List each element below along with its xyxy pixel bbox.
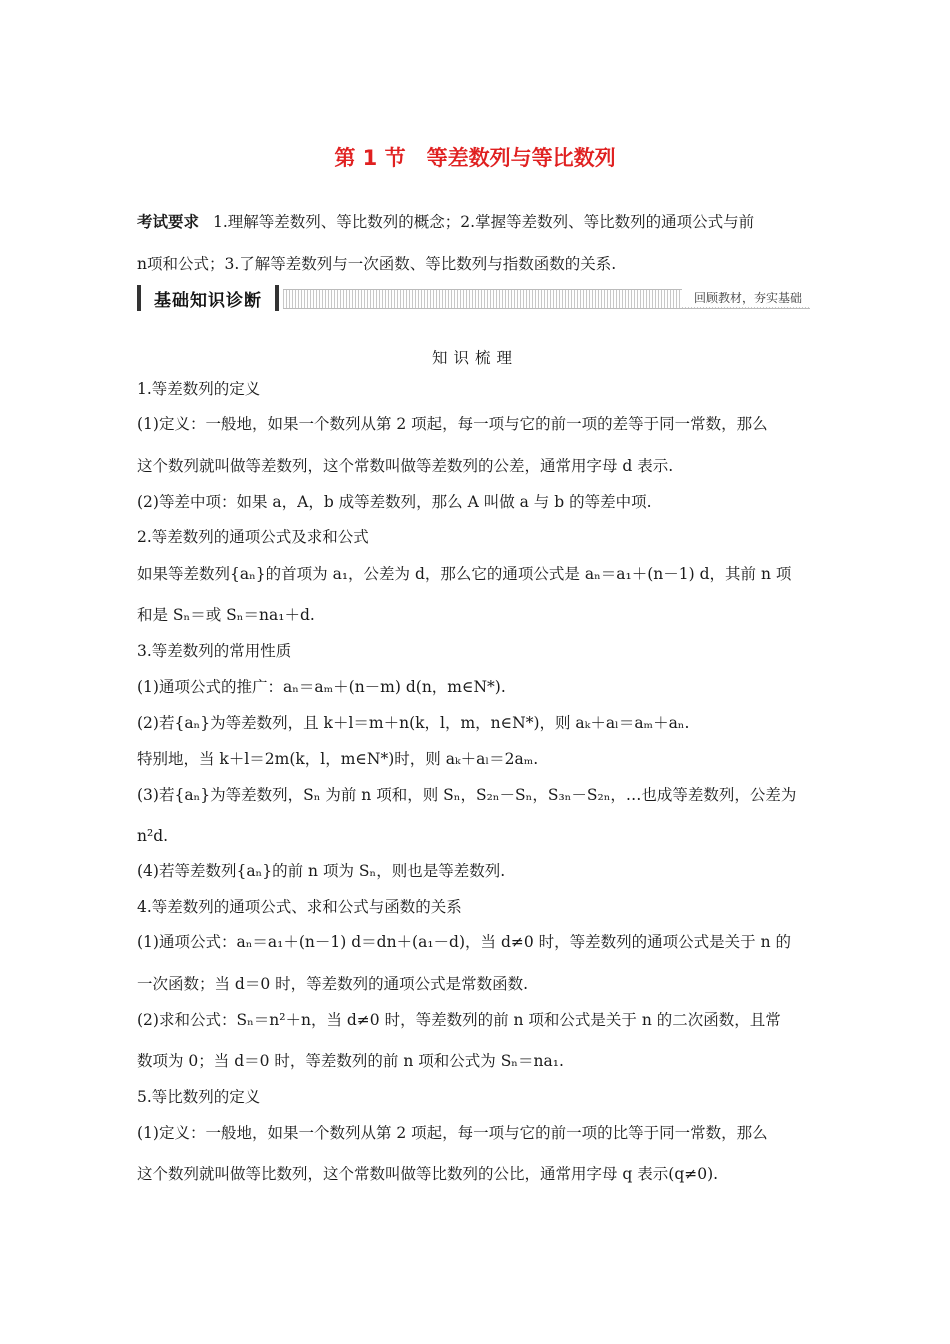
text-line: (1)通项公式的推广：aₙ＝aₘ＋(n－m) d(n，m∈N*). [137, 678, 506, 696]
text-line: (1)定义：一般地，如果一个数列从第 2 项起，每一项与它的前一项的差等于同一常数，那么 [137, 415, 768, 433]
exam-requirements-line-2: n项和公式；3.了解等差数列与一次函数、等比数列与指数函数的关系. [137, 255, 617, 273]
text-line: 和是 Sₙ＝或 Sₙ＝na₁＋d. [137, 606, 315, 624]
text-line: 1.等差数列的定义 [137, 380, 261, 398]
text-line: (2)求和公式：Sₙ＝n²＋n，当 d≠0 时，等差数列的前 n 项和公式是关于 n 的二次函数，且常 [137, 1011, 781, 1029]
text-line: 3.等差数列的常用性质 [137, 642, 292, 660]
text-line: (2)等差中项：如果 a，A，b 成等差数列，那么 A 叫做 a 与 b 的等差中项. [137, 493, 652, 511]
text-line: 这个数列就叫做等差数列，这个常数叫做等差数列的公差，通常用字母 d 表示. [137, 457, 674, 475]
text-line: 一次函数；当 d＝0 时，等差数列的通项公式是常数函数. [137, 975, 529, 993]
exam-requirements-label: 考试要求 [137, 212, 200, 231]
banner-heading: 基础知识诊断 [137, 285, 279, 311]
text-line: 4.等差数列的通项公式、求和公式与函数的关系 [137, 898, 462, 916]
subsection-heading: 知识梳理 [431, 349, 518, 367]
text-line: (1)定义：一般地，如果一个数列从第 2 项起，每一项与它的前一项的比等于同一常数，那么 [137, 1124, 768, 1142]
text-line: 特别地，当 k＋l＝2m(k，l，m∈N*)时，则 aₖ＋aₗ＝2aₘ. [137, 750, 539, 768]
section-banner [137, 285, 810, 311]
text-line: 数项为 0；当 d＝0 时，等差数列的前 n 项和公式为 Sₙ＝na₁. [137, 1052, 564, 1070]
text-line: (1)通项公式：aₙ＝a₁＋(n－1) d＝dn＋(a₁－d)，当 d≠0 时，等差数列的通项公式是关于 n 的 [137, 933, 791, 951]
exam-requirements-text-1: 1.理解等差数列、等比数列的概念；2.掌握等差数列、等比数列的通项公式与前 [213, 213, 755, 231]
text-line: n²d. [137, 827, 169, 845]
text-line: 这个数列就叫做等比数列，这个常数叫做等比数列的公比，通常用字母 q 表示(q≠0). [137, 1165, 719, 1183]
text-line: 如果等差数列{aₙ}的首项为 a₁，公差为 d，那么它的通项公式是 aₙ＝a₁＋(n－1) d，其前 n 项 [137, 565, 792, 583]
text-line: (2)若{aₙ}为等差数列，且 k＋l＝m＋n(k，l，m，n∈N*)，则 aₖ＋aₗ＝aₘ＋aₙ. [137, 714, 690, 732]
text-line: (3)若{aₙ}为等差数列，Sₙ 为前 n 项和，则 Sₙ，S₂ₙ－Sₙ，S₃ₙ－S₂ₙ，…也成等差数列，公差为 [137, 786, 797, 804]
banner-caption: 回顾教材，夯实基础 [682, 289, 810, 307]
text-line: 5.等比数列的定义 [137, 1088, 261, 1106]
exam-requirements-line-1 [137, 212, 817, 232]
text-line: (4)若等差数列{aₙ}的前 n 项为 Sₙ，则也是等差数列. [137, 862, 506, 880]
text-line: 2.等差数列的通项公式及求和公式 [137, 528, 369, 546]
section-title: 第 1 节 等差数列与等比数列 [334, 146, 616, 170]
